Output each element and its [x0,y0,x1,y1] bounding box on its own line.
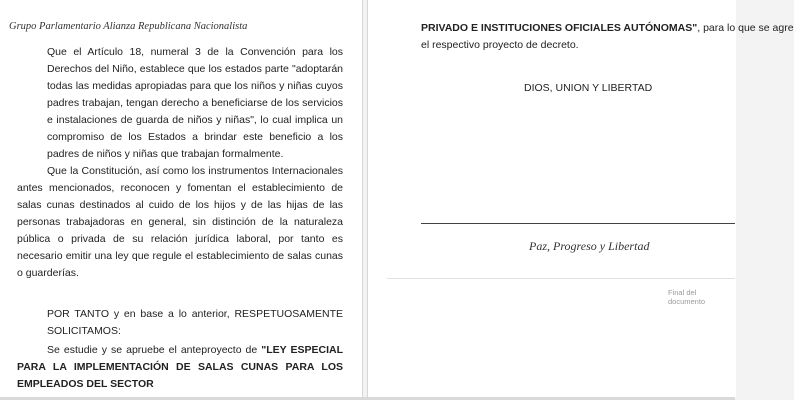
paragraph-text: Que la Constitución, así como los instrumentos Internacionales antes mencionados, reconocen y fomentan el establecimiento de salas cunas destinados al cuido de los hijos y de las hijas de las personas trabajadoras en general, sin distinción de la naturaleza pública o privada de su relación jurídica laboral, por tanto es necesario emitir una ley que regule el establecimiento de salas cunas o guarderías. [17,165,343,279]
signature-line [421,223,735,224]
end-of-document-label: Final del documento [668,288,706,306]
law-title: "LEY ESPECIAL PARA LA IMPLEMENTACIÓN DE SALAS CUNAS PARA LOS EMPLEADOS DEL SECTOR [17,344,343,390]
paragraph-article-18 [47,44,343,163]
paragraph-text: POR TANTO y en base a lo anterior, RESPETUOSAMENTE SOLICITAMOS: [47,308,343,337]
paragraph-text: Que el Artículo 18, numeral 3 de la Convención para los Derechos del Niño, establece que los estados parte "adoptarán todas las medidas apropiadas para que los niños y niñas cuyos padres trabajan, tengan derecho a beneficiarse de los servicios e instalaciones de guarda de niños y niñas", lo cual implica un compromiso de los Estados a brindar este beneficio a los padres de niños y niñas que trabajan formalmente. [47,46,343,160]
document-page-right [367,0,736,398]
signature-motto: Paz, Progreso y Libertad [529,239,650,253]
end-of-document-divider [387,278,735,279]
continuation-text: , para lo que se agre [697,22,794,34]
law-title-continuation: PRIVADO E INSTITUCIONES OFICIALES AUTÓNOMAS" [421,22,698,34]
paragraph-continuation [421,20,794,54]
document-page-left [0,0,363,398]
paragraph-constitution [17,163,343,282]
party-header: Grupo Parlamentario Alianza Republicana Nacionalista [9,21,248,32]
motto-text: DIOS, UNION Y LIBERTAD [524,82,653,94]
paragraph-intro: Se estudie y se apruebe el anteproyecto de [47,344,258,356]
paragraph-request [17,342,343,393]
paragraph-por-tanto [47,306,343,340]
continuation-line-2: el respectivo proyecto de decreto. [421,39,579,51]
